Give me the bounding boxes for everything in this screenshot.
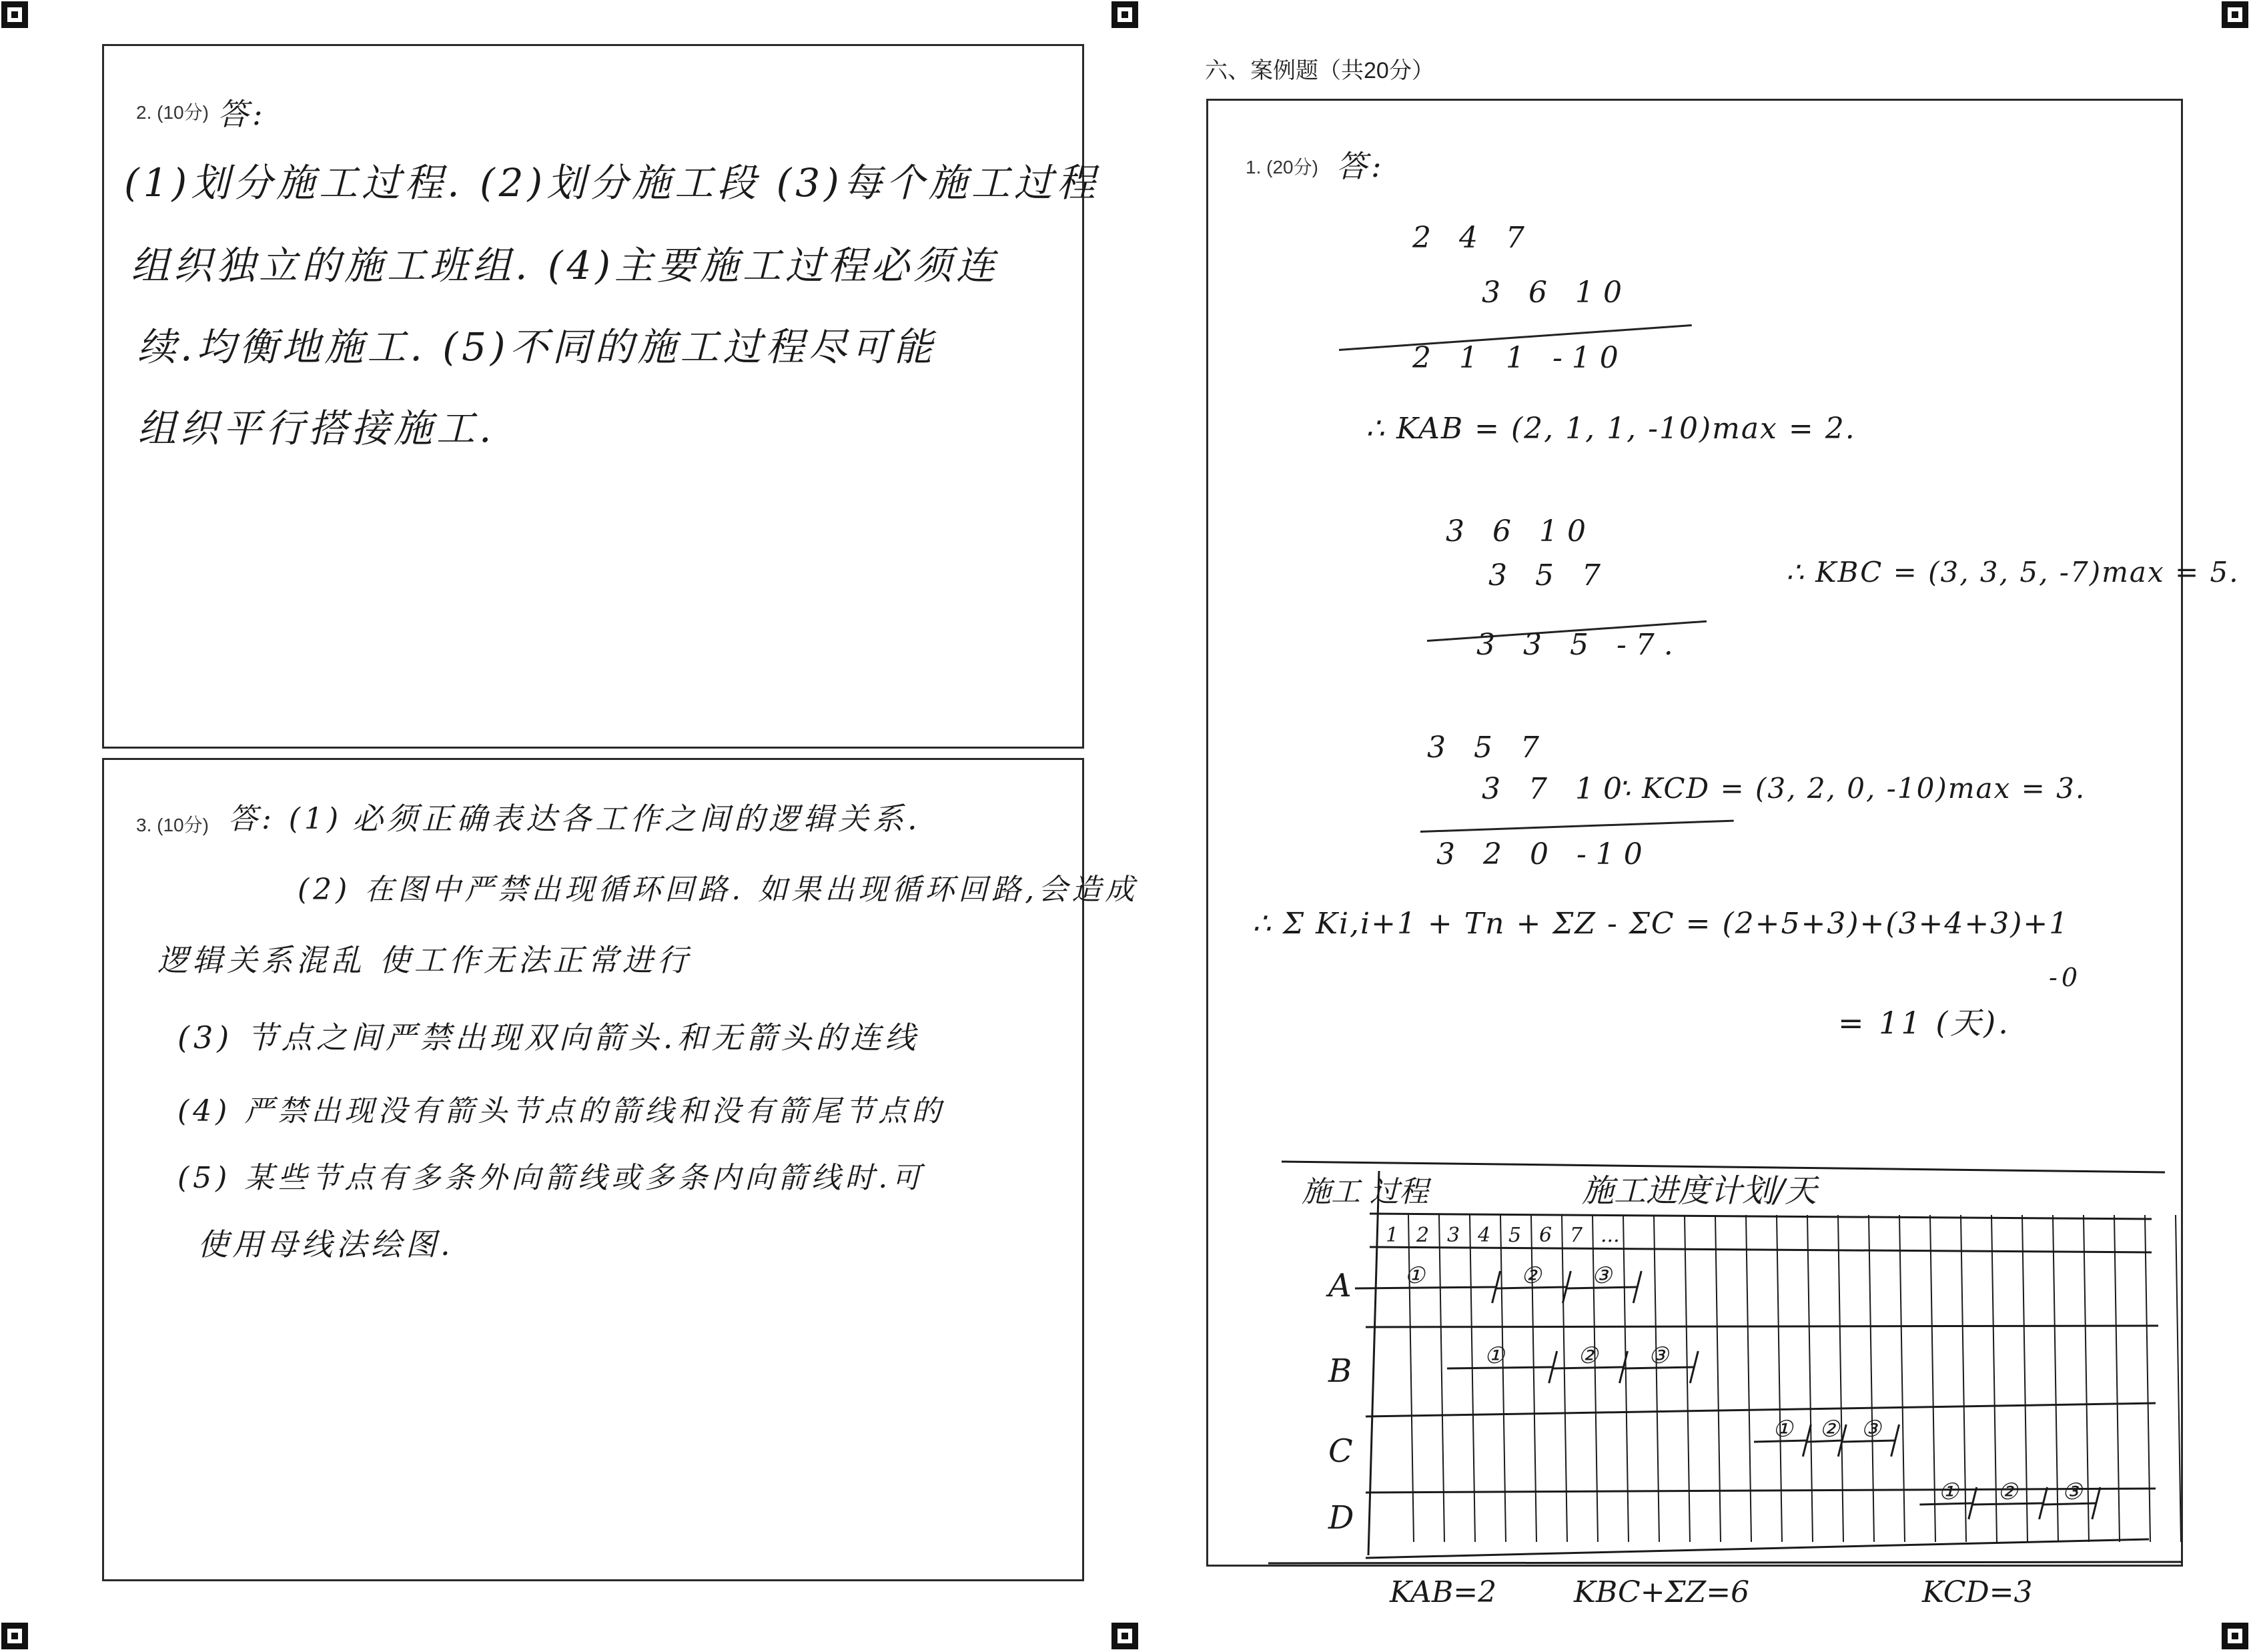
question-label-q2: 2. (10分) xyxy=(136,102,209,123)
answer-line: (2) 在图中严禁出现循环回路. 如果出现循环回路,会造成 xyxy=(298,873,1139,907)
day-column-line xyxy=(2145,1215,2150,1542)
corner-marker-top-center xyxy=(1111,1,1138,28)
day-column-line xyxy=(1807,1215,1813,1542)
day-column-line xyxy=(1500,1215,1506,1542)
section-number: ② xyxy=(1819,1416,1840,1442)
day-label: 4 xyxy=(1478,1224,1491,1247)
sum-minus: -0 xyxy=(2049,963,2082,992)
day-column-line xyxy=(2114,1215,2120,1542)
calc3-row2: 3 7 10 xyxy=(1482,772,1631,806)
row-label-D: D xyxy=(1328,1499,1354,1537)
day-column-line xyxy=(1777,1215,1782,1542)
kbc-result: ∴ KBC = (3, 3, 5, -7)max = 5. xyxy=(1786,556,2240,588)
day-column-line xyxy=(2084,1215,2089,1542)
day-column-line xyxy=(1899,1215,1905,1542)
day-label: ... xyxy=(1601,1224,1620,1247)
section-number: ① xyxy=(1484,1342,1505,1369)
section-number: ① xyxy=(1938,1479,1959,1505)
day-column-line xyxy=(1838,1215,1843,1542)
day-column-line xyxy=(1654,1215,1659,1542)
section-number: ③ xyxy=(1648,1342,1669,1369)
sum-line: ∴ Σ Ki,i+1 + Tn + ΣZ - ΣC = (2+5+3)+(3+4+3)+1 xyxy=(1252,907,2070,941)
day-label: 1 xyxy=(1386,1224,1399,1247)
footer-label: KAB=2 xyxy=(1390,1575,1497,1609)
corner-marker-bottom-right xyxy=(2222,1623,2248,1649)
row-label-B: B xyxy=(1328,1352,1352,1390)
day-column-line xyxy=(1961,1215,1966,1542)
day-label: 6 xyxy=(1539,1224,1552,1247)
section-number: ③ xyxy=(2062,1479,2082,1505)
answer-line: (5) 某些节点有多条外向箭线或多条内向箭线时.可 xyxy=(177,1161,925,1195)
progress-bar-segment xyxy=(1355,1287,1496,1288)
answer-line: 组织独立的施工班组. (4)主要施工过程必须连 xyxy=(131,243,999,288)
answer-line: (3) 节点之间严禁出现双向箭头.和无箭头的连线 xyxy=(177,1019,920,1056)
row-label-C: C xyxy=(1328,1432,1353,1470)
day-column-line xyxy=(1715,1215,1721,1542)
sum-result: = 11 (天). xyxy=(1838,1005,2011,1041)
question-label-q3: 3. (10分) xyxy=(136,815,209,835)
calc3-rule xyxy=(1420,820,1734,833)
calc3-row1: 3 5 7 xyxy=(1427,731,1548,765)
section-number: ③ xyxy=(1591,1262,1612,1289)
day-column-line xyxy=(1869,1215,1874,1542)
day-column-line xyxy=(2053,1215,2058,1542)
answer-box-q1 xyxy=(1206,99,2240,1609)
table-left-header: 施工 过程 xyxy=(1302,1175,1428,1209)
answer-box-q3 xyxy=(102,758,1139,1581)
table-title: 施工进度计划/天 xyxy=(1582,1172,1817,1210)
calc1-row3: 2 1 1 -10 xyxy=(1412,341,1628,375)
answer-line: 续.均衡地施工. (5)不同的施工过程尽可能 xyxy=(137,324,937,370)
day-column-line xyxy=(2176,1215,2181,1542)
answer-prefix-q2: 答: xyxy=(217,96,267,132)
footer-label: KBC+ΣZ=6 xyxy=(1574,1575,1750,1609)
section-title: 六、案例题（共20分） xyxy=(1205,58,1434,83)
section-number: ③ xyxy=(1861,1416,1881,1442)
calc3-row3: 3 2 0 -10 xyxy=(1436,837,1652,871)
day-label: 7 xyxy=(1570,1224,1583,1247)
corner-marker-top-left xyxy=(1,1,28,28)
kab-result: ∴ KAB = (2, 1, 1, -10)max = 2. xyxy=(1366,412,1856,446)
answer-line: (4) 严禁出现没有箭头节点的箭线和没有箭尾节点的 xyxy=(177,1094,945,1128)
day-label: 2 xyxy=(1416,1224,1430,1247)
section-number: ① xyxy=(1772,1416,1793,1442)
day-label: 5 xyxy=(1508,1224,1522,1247)
answer-line: 组织平行搭接施工. xyxy=(137,406,496,451)
section-number: ② xyxy=(1577,1342,1599,1369)
calc1-row2: 3 6 10 xyxy=(1482,276,1631,310)
answer-line: 逻辑关系混乱 使工作无法正常进行 xyxy=(157,942,692,978)
day-column-line xyxy=(1746,1215,1751,1542)
section-number: ① xyxy=(1404,1262,1425,1289)
day-column-line xyxy=(1562,1215,1567,1542)
answer-box-q2 xyxy=(102,44,1099,749)
question-label-q1: 1. (20分) xyxy=(1246,157,1318,177)
calc2-row3: 3 3 5 -7. xyxy=(1476,628,1683,662)
kcd-result: ∴ KCD = (3, 2, 0, -10)max = 3. xyxy=(1613,772,2086,805)
day-column-line xyxy=(1930,1215,1935,1542)
section-number: ② xyxy=(1520,1262,1542,1289)
calc2-row2: 3 5 7 xyxy=(1488,558,1610,592)
day-column-line xyxy=(1623,1215,1629,1542)
answer-line: 必须正确表达各工作之间的逻辑关系. xyxy=(352,801,921,837)
answer-prefix-q1: 答: xyxy=(1336,148,1386,184)
day-column-line xyxy=(1685,1215,1690,1542)
section-number: ② xyxy=(1997,1479,2018,1505)
answer-prefix-q3: 答: (1) xyxy=(228,802,343,836)
day-label: 3 xyxy=(1447,1224,1460,1247)
corner-marker-bottom-center xyxy=(1111,1623,1138,1649)
calc2-row1: 3 6 10 xyxy=(1446,514,1595,548)
answer-line: (1)划分施工过程. (2)划分施工段 (3)每个施工过程 xyxy=(124,160,1099,205)
day-column-line xyxy=(1991,1215,1997,1542)
progress-table xyxy=(1208,1062,2185,1609)
row-label-A: A xyxy=(1328,1267,1352,1304)
corner-marker-top-right xyxy=(2222,1,2248,28)
day-column-line xyxy=(2022,1215,2028,1542)
corner-marker-bottom-left xyxy=(1,1623,28,1649)
footer-label: KCD=3 xyxy=(1922,1575,2033,1609)
answer-line: 使用母线法绘图. xyxy=(197,1226,454,1262)
calc1-row1: 2 4 7 xyxy=(1412,221,1534,255)
